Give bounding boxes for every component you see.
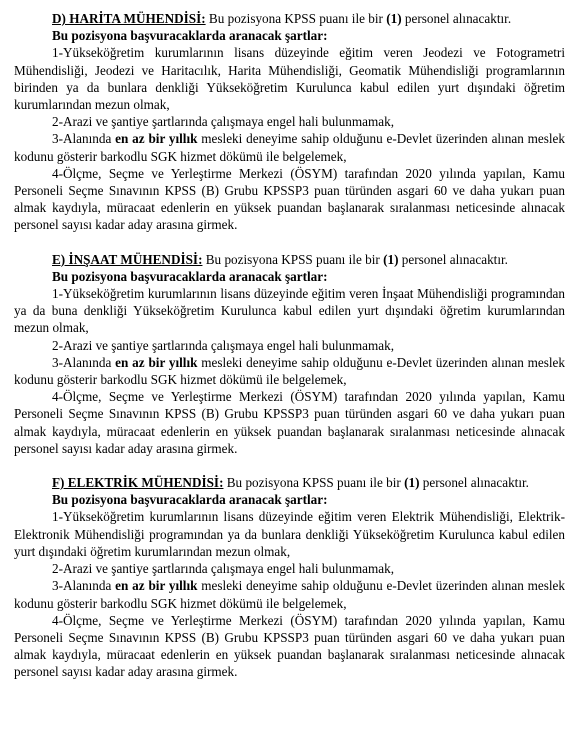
section-title: D) HARİTA MÜHENDİSİ: [52, 11, 206, 26]
requirement-1: 1-Yükseköğretim kurumlarının lisans düzeyinde eğitim veren İnşaat Mühendisliği programından ya da buna denkliği Yükseköğretim Kurulunca kabul edilen yurt dışındaki öğretim kurumlarından mezun olmak, [14, 286, 565, 336]
requirements-subheading: Bu pozisyona başvuracaklarda aranacak şartlar: [52, 492, 328, 508]
requirement-3 [14, 130, 565, 164]
intro-text: Bu pozisyona KPSS puanı ile bir [202, 251, 384, 267]
requirement-2: 2-Arazi ve şantiye şartlarında çalışmaya engel hali bulunmamak, [52, 337, 395, 353]
section-title: F) ELEKTRİK MÜHENDİSİ: [52, 475, 224, 491]
personnel-count: (1) [383, 251, 399, 267]
intro-text-end: personel alınacaktır. [398, 251, 508, 267]
requirement-4: 4-Ölçme, Seçme ve Yerleştirme Merkezi (ÖSYM) tarafından 2020 yılında yapılan, Kamu Personeli Seçme Sınavının KPSS (B) Grubu KPSSP3 puan türünden asgari 60 ve daha yukarı puan almak kaydıyla, müracaat edenlerin en yüksek puandan başlanarak sıralanması neticesinde alınacak personel sayısı kadar aday arasına girmek. [14, 389, 565, 456]
section-heading [14, 10, 565, 27]
section-title: E) İNŞAAT MÜHENDİSİ: [52, 251, 203, 267]
personnel-count: (1) [404, 475, 420, 491]
section-insaat-muhendisi [14, 251, 565, 457]
requirement-3-emphasis: en az bir yıllık [115, 131, 198, 147]
intro-text: Bu pozisyona KPSS puanı ile bir [205, 11, 387, 26]
requirement-4: 4-Ölçme, Seçme ve Yerleştirme Merkezi (ÖSYM) tarafından 2020 yılında yapılan, Kamu Personeli Seçme Sınavının KPSS (B) Grubu KPSSP3 puan türünden asgari 60 ve daha yukarı puan almak kaydıyla, müracaat edenlerin en yüksek puandan başlanarak sıralanması neticesinde alınacak personel sayısı kadar aday arasına girmek. [14, 165, 565, 233]
section-elektrik-muhendisi [14, 474, 565, 680]
personnel-count: (1) [386, 11, 402, 26]
requirement-3-end: mesleki deneyime sahip olduğunu e-Devlet üzerinden alınan meslek kodunu gösterir barkodlu SGK hizmet dökümü ile belgelemek, [14, 131, 565, 164]
requirements-subheading: Bu pozisyona başvuracaklarda aranacak şartlar: [52, 28, 328, 44]
requirements-subheading: Bu pozisyona başvuracaklarda aranacak şartlar: [52, 268, 328, 284]
intro-text: Bu pozisyona KPSS puanı ile bir [223, 475, 405, 491]
requirement-1: 1-Yükseköğretim kurumlarının lisans düzeyinde eğitim veren Elektrik Mühendisliği, Elektrik-Elektronik Mühendisliği programından ya da bunlara denkliği Yükseköğretim Kurulunca kabul edilen yurt dışındaki öğretim kurumlarından mezun olmak, [14, 509, 565, 559]
intro-text-end: personel alınacaktır. [401, 11, 512, 26]
section-harita-muhendisi [14, 10, 565, 234]
requirement-3-end: mesleki deneyime sahip olduğunu e-Devlet üzerinden alınan meslek kodunu gösterir barkodlu SGK hizmet dökümü ile belgelemek, [14, 578, 565, 611]
requirement-3-start: 3-Alanında [52, 131, 116, 147]
requirement-3 [14, 354, 565, 388]
requirement-3-start: 3-Alanında [52, 354, 116, 370]
requirement-2: 2-Arazi ve şantiye şartlarında çalışmaya engel hali bulunmamak, [52, 561, 395, 577]
requirement-3-emphasis: en az bir yıllık [115, 578, 198, 594]
requirement-2: 2-Arazi ve şantiye şartlarında çalışmaya engel hali bulunmamak, [52, 114, 395, 130]
requirement-1: 1-Yükseköğretim kurumlarının lisans düzeyinde eğitim veren Jeodezi ve Fotogrametri Mühendisliği, Jeodezi ve Haritacılık, Harita Mühendisliği, Geomatik Mühendisliği programlarının birinden ya da bunlara denkliği Yükseköğretim Kurulunca kabul edilen yurt dışındaki öğretim kurumlarından mezun olmak, [14, 45, 565, 113]
section-heading [14, 251, 565, 268]
intro-text-end: personel alınacaktır. [419, 475, 529, 491]
requirement-3-end: mesleki deneyime sahip olduğunu e-Devlet üzerinden alınan meslek kodunu gösterir barkodlu SGK hizmet dökümü ile belgelemek, [14, 354, 565, 388]
requirement-3-emphasis: en az bir yıllık [115, 354, 198, 370]
requirement-4: 4-Ölçme, Seçme ve Yerleştirme Merkezi (ÖSYM) tarafından 2020 yılında yapılan, Kamu Personeli Seçme Sınavının KPSS (B) Grubu KPSSP3 puan türünden asgari 60 ve daha yukarı puan almak kaydıyla, müracaat edenlerin en yüksek puandan başlanarak sıralanması neticesinde alınacak personel sayısı kadar aday arasına girmek. [14, 612, 565, 680]
requirement-3 [14, 577, 565, 611]
requirement-3-start: 3-Alanında [52, 578, 116, 594]
section-heading [14, 474, 565, 491]
